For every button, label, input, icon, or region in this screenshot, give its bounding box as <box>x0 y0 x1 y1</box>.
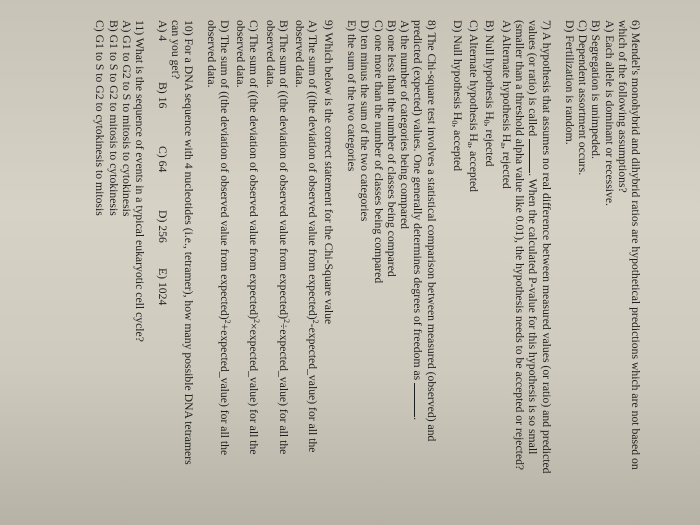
question-6-option-a: A) Each allele is dominant or recessive. <box>602 20 616 206</box>
question-8-stem-line-2: predicted (expected) values. One generally determines degrees of freedom as . <box>411 20 425 421</box>
question-7-stem-part-a: values (or ratio) is called <box>526 20 540 137</box>
question-8 <box>345 20 438 500</box>
option-text: ÷expected_value) for all the <box>276 323 290 455</box>
question-10-option-b: B) 16 <box>155 82 169 109</box>
option-text: D) The sum of ((the deviation of observed value from expected) <box>218 20 232 320</box>
option-text: , rejected <box>499 145 513 189</box>
question-11-option-c: C) G1 to S to G2 to cytokinesis to mitosis <box>93 20 107 216</box>
question-9-option-d <box>218 20 234 500</box>
option-text: B) Null hypothesis H <box>483 20 497 120</box>
question-11-option-a: A) G1 to G2 to S to mitosis to cytokinesis <box>119 20 133 217</box>
question-8-option-d: D) ten minus the sum of the two categories <box>358 20 372 222</box>
question-7-option-c <box>464 20 480 500</box>
question-9-option-d-cont: observed data. <box>204 20 218 88</box>
question-7-stem-line-1: 7) A hypothesis that assumes no real difference between measured values (or ratio) and predicted <box>540 20 554 474</box>
question-7-stem-line-3: (smaller than a threshold alpha value like 0.01), the hypothesis needs to be accepted or rejected? <box>512 20 526 471</box>
question-10-stem-line-1: 10) For a DNA sequence with 4 nucleotides (i.e., tetramer), how many possible DNA tetramers <box>182 20 196 465</box>
question-8-option-c: C) one more than the number of classes being compared <box>371 20 385 284</box>
question-10 <box>156 20 196 500</box>
stem-text: predicted (expected) values. One generally determines degrees of freedom as <box>411 20 425 381</box>
question-7 <box>448 20 553 500</box>
option-text: , rejected <box>483 123 497 167</box>
question-8-stem-line-1: 8) The Chi-square test involves a statistical comparison between measured (observed) and <box>425 20 439 442</box>
question-9-option-c-cont: observed data. <box>234 20 248 88</box>
question-8-option-a: A) the number of categories being compared <box>397 20 411 229</box>
subscript: a <box>498 142 508 146</box>
question-9-option-b-cont: observed data. <box>263 20 277 88</box>
question-7-option-b <box>480 20 496 500</box>
answer-blank <box>529 139 540 173</box>
question-7-option-d <box>448 20 464 500</box>
question-6-stem-line-2: which of the following assumptions? <box>615 20 629 193</box>
question-6-option-d: D) Fertilization is random. <box>562 20 576 145</box>
question-11-stem: 11) What is the sequence of events in a typical eukaryotic cell cycle? <box>133 20 146 342</box>
superscript: 2 <box>252 319 262 324</box>
question-6-stem-line-1: 6) Mendel's monohybrid and dihybrid ratios are hypothetical predictions which are not based on <box>629 20 642 470</box>
superscript: 2 <box>223 319 233 324</box>
question-7-stem-line-2 <box>526 20 540 500</box>
option-text: ×expected_value) for all the <box>247 323 261 455</box>
superscript: 2 <box>281 319 291 324</box>
question-9-option-c <box>247 20 263 500</box>
question-10-option-c: C) 64 <box>155 146 169 173</box>
option-text: C) Alternate hypothesis H <box>467 20 481 142</box>
question-7-option-a <box>496 20 512 500</box>
question-7-stem-part-b: . When the calculated P-value for this hypothesis is so small <box>526 173 540 455</box>
question-10-stem-line-2: can you get? <box>168 20 182 80</box>
question-9-option-b <box>277 20 293 500</box>
question-9-option-a-cont: observed data. <box>293 20 307 88</box>
question-9-option-a <box>306 20 322 500</box>
exam-page <box>84 20 642 500</box>
question-8-option-e: E) the sum of the two categories <box>345 20 359 172</box>
option-text: B) The sum of ((the deviation of observed value from expected) <box>276 20 290 320</box>
option-text: C) The sum of ((the deviation of observed value from expected) <box>247 20 261 320</box>
option-text: -expected_value) for all the <box>306 323 320 453</box>
question-9-stem: 9) Which below is the correct statement for the Chi-Square value <box>322 20 336 325</box>
option-text: A) Alternate hypothesis H <box>499 20 513 143</box>
option-text: , accepted <box>451 124 465 172</box>
question-9 <box>205 20 336 500</box>
question-11-option-b: B) G1 to S to G2 to mitosis to cytokinesis <box>106 20 120 216</box>
question-8-option-b: B) one less than the number of classes being compared <box>384 20 398 277</box>
subscript: 0 <box>482 119 492 124</box>
subscript: a <box>466 141 476 146</box>
question-11 <box>93 20 146 500</box>
question-6-option-b: B) Segregation is unimpeded. <box>589 20 603 159</box>
question-10-option-a: A) 4 <box>155 20 169 42</box>
question-6-option-c: C) Dependent assortment occurs. <box>576 20 590 176</box>
option-text: +expected_value) for all the <box>218 323 232 456</box>
option-text: A) The sum of ((the deviation of observed value from expected) <box>306 20 320 320</box>
answer-blank <box>414 383 425 417</box>
superscript: 2 <box>311 319 321 324</box>
question-10-options <box>156 20 169 500</box>
question-10-option-e: E) 1024 <box>155 268 169 306</box>
question-10-option-d: D) 256 <box>155 210 169 243</box>
subscript: 0 <box>450 120 460 125</box>
question-6 <box>563 20 642 500</box>
option-text: , accepted <box>467 145 481 193</box>
option-text: D) Null hypothesis H <box>451 20 465 121</box>
